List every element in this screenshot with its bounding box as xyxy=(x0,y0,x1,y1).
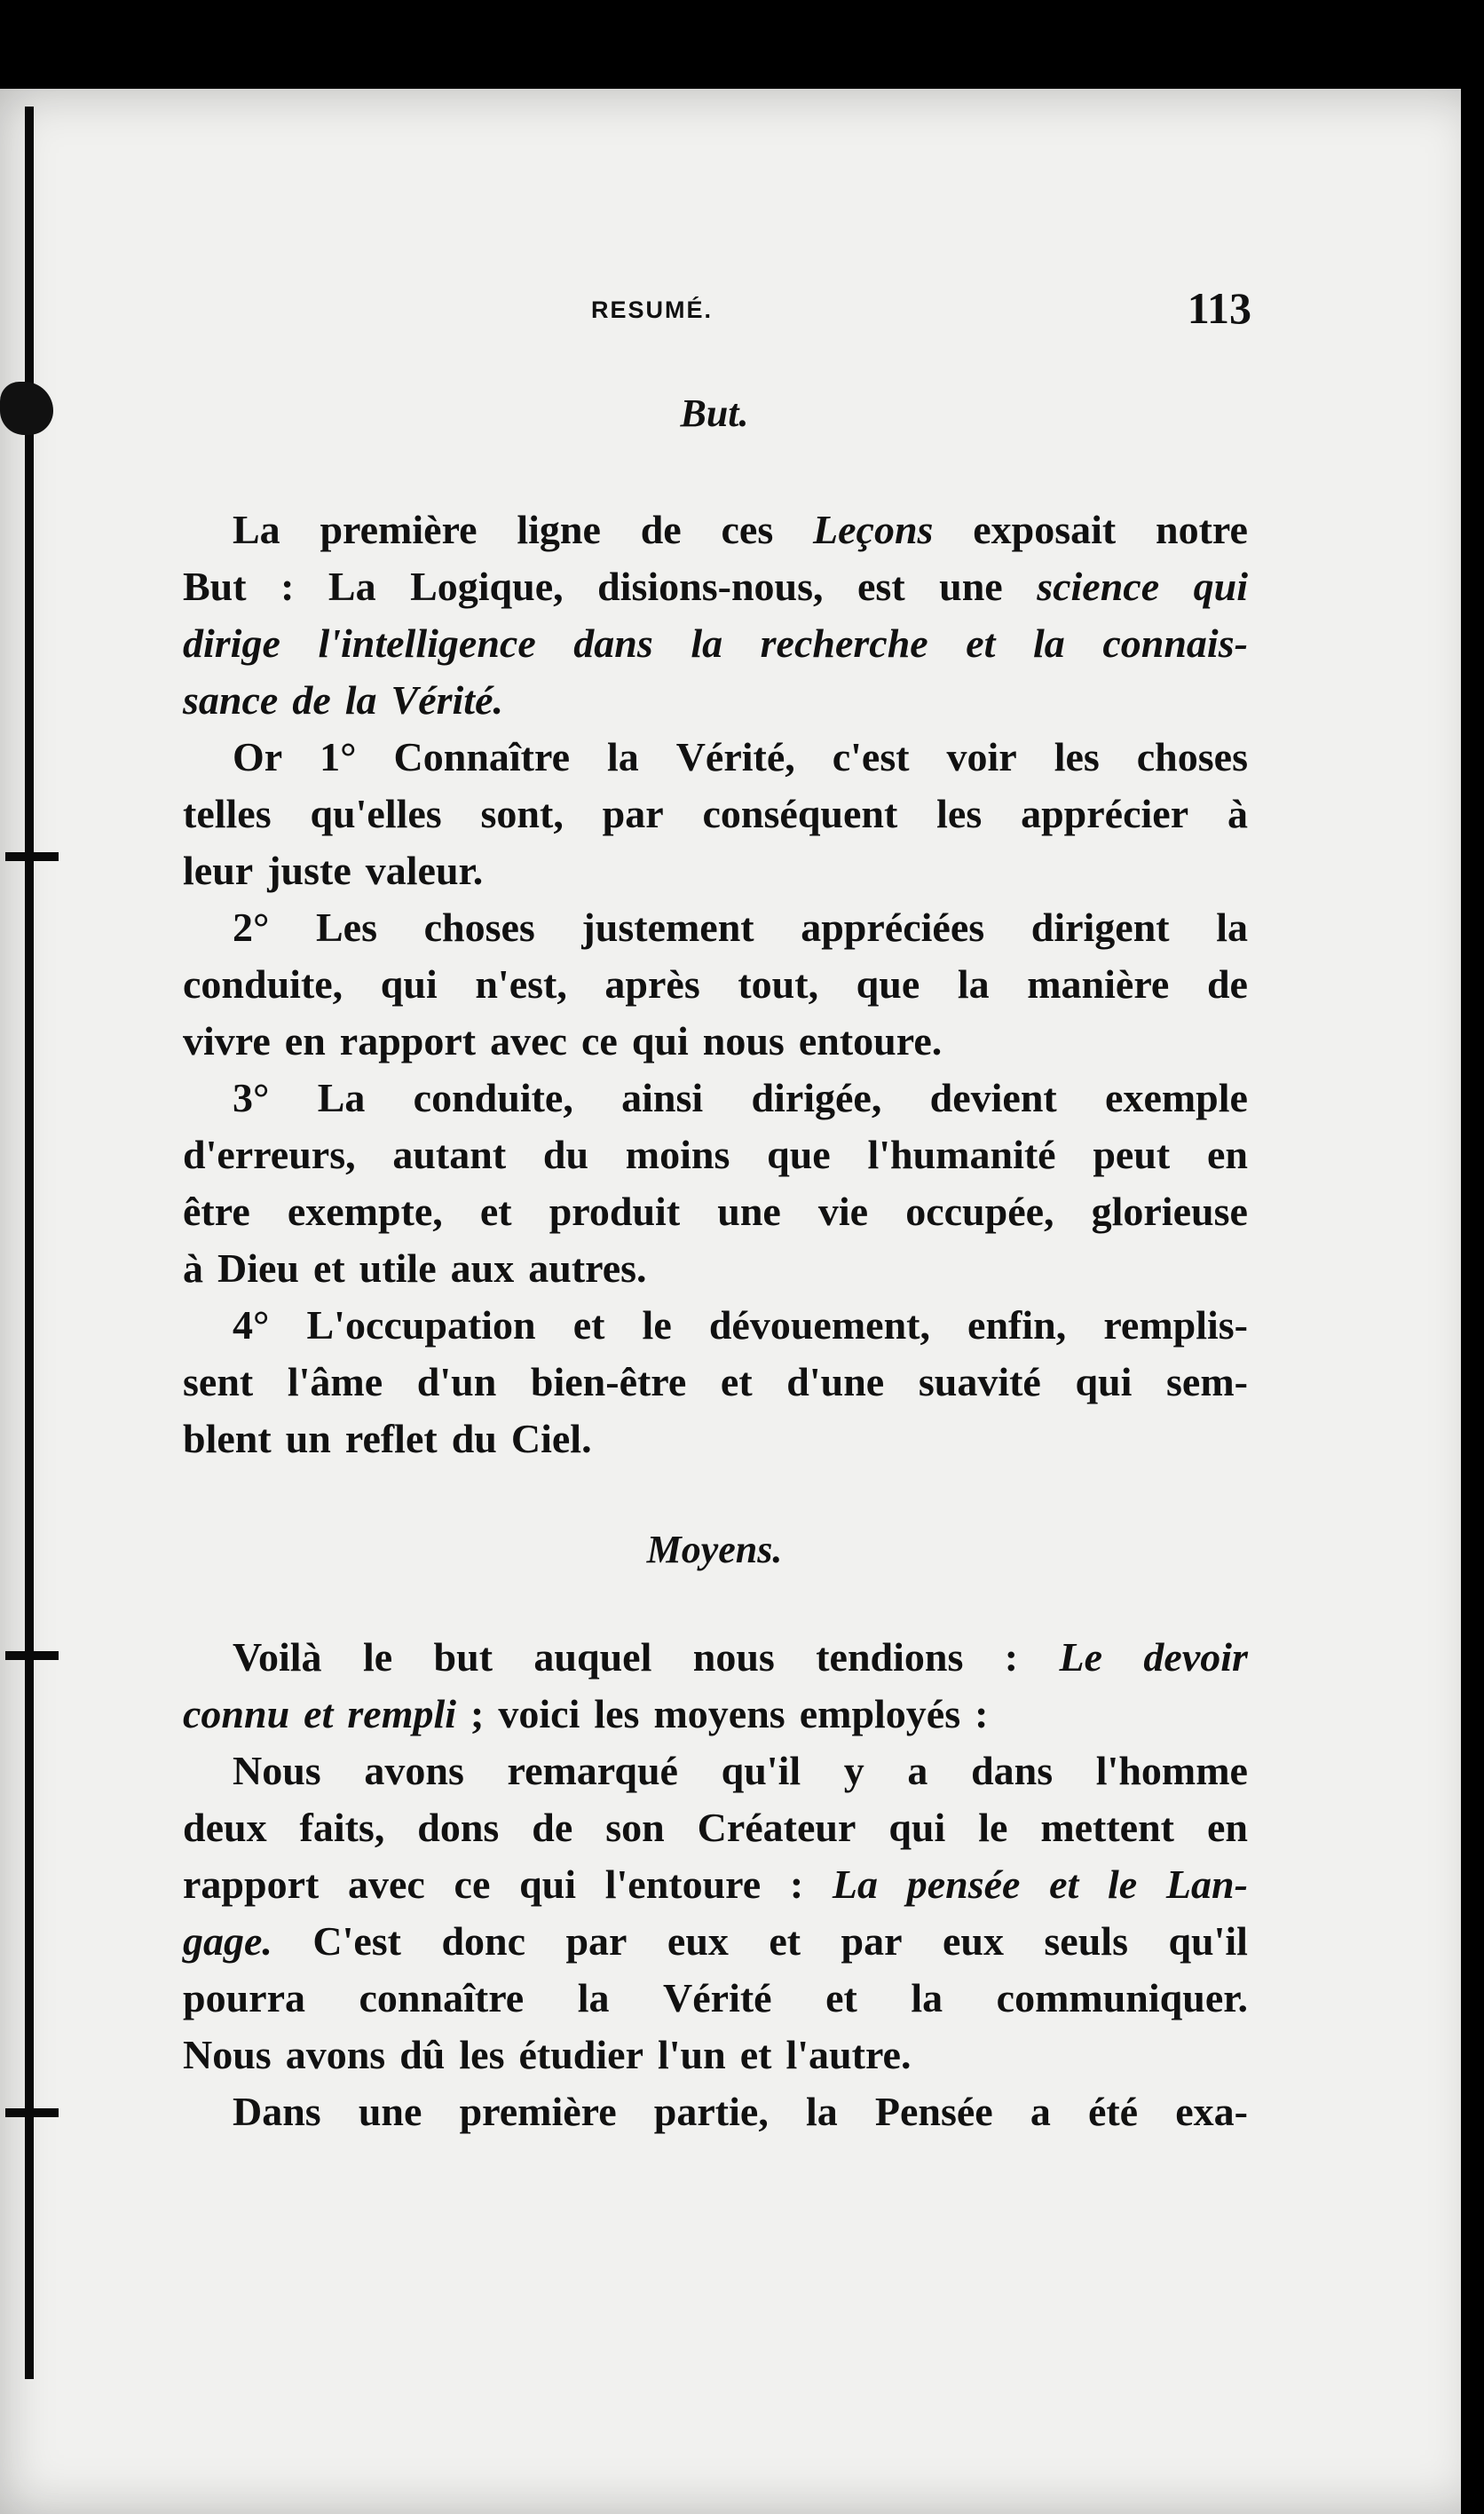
word: autant xyxy=(392,1132,507,1177)
word: connaître xyxy=(359,1975,525,2020)
word: du xyxy=(451,1416,497,1461)
word: voici xyxy=(498,1691,580,1736)
word: que xyxy=(767,1132,831,1177)
word: les xyxy=(1054,734,1100,779)
word: étudier xyxy=(518,2032,643,2077)
word: Créateur xyxy=(697,1805,856,1850)
word: aux xyxy=(450,1245,515,1291)
word: peut xyxy=(1093,1132,1171,1177)
word: deux xyxy=(183,1805,267,1850)
word: employés xyxy=(799,1691,961,1736)
word: et xyxy=(825,1975,857,2020)
word: Pensée xyxy=(874,2089,993,2134)
word: qu'il xyxy=(721,1748,801,1793)
text-line xyxy=(183,1629,1248,1686)
word: apprécier xyxy=(1021,791,1189,836)
word: exempte, xyxy=(287,1189,443,1234)
word: sance xyxy=(183,677,279,723)
word: dévouement, xyxy=(708,1302,930,1348)
word: rempli xyxy=(347,1691,457,1736)
word: leur xyxy=(183,848,254,893)
word: L'occupation xyxy=(306,1302,536,1348)
word: d'une xyxy=(786,1359,885,1404)
word: la xyxy=(805,2089,838,2134)
word: dons xyxy=(417,1805,500,1850)
word: Nous xyxy=(183,2032,272,2077)
word: vie xyxy=(817,1189,869,1234)
text-line xyxy=(183,1013,1248,1070)
section-heading-but: But. xyxy=(680,391,749,435)
word: 1° xyxy=(320,734,357,779)
word: : xyxy=(280,564,295,609)
text-line xyxy=(183,1411,1248,1467)
word: gage. xyxy=(183,1918,272,1964)
word: Dans xyxy=(233,2089,321,2134)
text-line xyxy=(183,1799,1248,1856)
section-body-moyens xyxy=(183,1629,1248,2140)
word: le xyxy=(642,1302,672,1348)
word: Vérité xyxy=(663,1975,772,2020)
word: telles xyxy=(183,791,272,836)
word: valeur. xyxy=(365,848,484,893)
word: Les xyxy=(316,905,377,950)
word: Logique, xyxy=(410,564,564,609)
word: et xyxy=(720,1359,753,1404)
word: utile xyxy=(359,1245,437,1291)
word: la xyxy=(1033,621,1065,666)
word: ligne xyxy=(517,507,601,552)
word: son xyxy=(605,1805,665,1850)
word: l'humanité xyxy=(867,1132,1056,1177)
word: juste xyxy=(267,848,351,893)
word: la xyxy=(1216,905,1248,950)
text-line xyxy=(183,672,1248,729)
word: Leçons xyxy=(813,507,934,552)
word: en xyxy=(1206,1132,1248,1177)
text-line xyxy=(183,1686,1248,1743)
word: dû xyxy=(399,2032,446,2077)
word: exemple xyxy=(1105,1075,1248,1120)
word: Le xyxy=(1059,1634,1103,1680)
text-line xyxy=(183,1354,1248,1411)
word: et xyxy=(479,1189,512,1234)
word: connu xyxy=(183,1691,290,1736)
word: Nous xyxy=(233,1748,321,1793)
word: tout, xyxy=(738,961,819,1007)
text-line xyxy=(183,899,1248,956)
word: les xyxy=(936,791,983,836)
word: connais- xyxy=(1102,621,1248,666)
word: que xyxy=(856,961,920,1007)
word: par xyxy=(841,1918,903,1964)
word: qui xyxy=(380,961,438,1007)
word: Lan- xyxy=(1165,1862,1248,1907)
word: rapport xyxy=(183,1862,320,1907)
word: produit xyxy=(549,1189,681,1234)
word: la xyxy=(957,961,990,1007)
word: Vérité, xyxy=(675,734,795,779)
word: la xyxy=(577,1975,610,2020)
word: qui xyxy=(1193,564,1248,609)
word: en xyxy=(1206,1805,1248,1850)
word: science xyxy=(1037,564,1160,609)
word: blent xyxy=(183,1416,272,1461)
word: choses xyxy=(1136,734,1248,779)
word: l'âme xyxy=(287,1359,383,1404)
word: : xyxy=(1004,1634,1019,1680)
text-line xyxy=(183,1070,1248,1127)
word: la xyxy=(344,677,377,723)
word: pourra xyxy=(183,1975,305,2020)
word: sont, xyxy=(480,791,564,836)
text-line xyxy=(183,502,1248,558)
word: ainsi xyxy=(621,1075,704,1120)
word: pensée xyxy=(906,1862,1021,1907)
word: par xyxy=(565,1918,628,1964)
word: les xyxy=(594,1691,640,1736)
word: glorieuse xyxy=(1091,1189,1248,1234)
word: ce xyxy=(580,1018,618,1063)
word: de xyxy=(640,507,682,552)
word: nous xyxy=(692,1634,775,1680)
section-heading-moyens: Moyens. xyxy=(646,1528,783,1571)
word: conséquent xyxy=(702,791,898,836)
word: enfin, xyxy=(967,1302,1067,1348)
word: exposait xyxy=(973,507,1117,552)
word: Vérité. xyxy=(391,677,504,723)
word: bien-être xyxy=(530,1359,687,1404)
word: l'entoure xyxy=(604,1862,762,1907)
scan-border-right xyxy=(1461,0,1484,2514)
text-line xyxy=(183,786,1248,842)
text-line xyxy=(183,1743,1248,1799)
word: eux xyxy=(942,1918,1004,1964)
word: But xyxy=(183,564,247,609)
page-header xyxy=(178,282,1251,336)
word: dirige xyxy=(183,621,280,666)
text-line xyxy=(183,1856,1248,1913)
word: d'erreurs, xyxy=(183,1132,356,1177)
word: de xyxy=(532,1805,573,1850)
word: : xyxy=(789,1862,804,1907)
text-line xyxy=(183,558,1248,615)
word: avec xyxy=(348,1862,425,1907)
word: La xyxy=(317,1075,366,1120)
word: qu'il xyxy=(1168,1918,1248,1964)
word: La xyxy=(328,564,376,609)
word: Voilà xyxy=(233,1634,322,1680)
word: le xyxy=(978,1805,1008,1850)
word: d'un xyxy=(416,1359,497,1404)
word: tendions xyxy=(816,1634,964,1680)
word: moyens xyxy=(653,1691,785,1736)
word: qui xyxy=(888,1805,946,1850)
word: Ciel. xyxy=(510,1416,592,1461)
word: a xyxy=(907,1748,928,1793)
word: ; xyxy=(470,1691,485,1736)
text-line xyxy=(183,1970,1248,2027)
word: une xyxy=(358,2089,422,2134)
word: conduite, xyxy=(413,1075,573,1120)
word: une xyxy=(717,1189,781,1234)
word: et xyxy=(966,621,996,666)
word: mettent xyxy=(1040,1805,1175,1850)
word: avec xyxy=(490,1018,567,1063)
word: à xyxy=(183,1245,203,1291)
word: remarqué xyxy=(507,1748,678,1793)
word: être xyxy=(183,1189,250,1234)
binding-edge-line xyxy=(25,107,34,2379)
word: et xyxy=(313,1245,345,1291)
word: 4° xyxy=(233,1302,270,1348)
word: vivre xyxy=(183,1018,271,1063)
text-line xyxy=(183,1913,1248,1970)
word: ces xyxy=(721,507,774,552)
word: de xyxy=(292,677,331,723)
word: après xyxy=(604,961,700,1007)
word: l'intelligence xyxy=(318,621,536,666)
word: et xyxy=(572,1302,605,1348)
word: faits, xyxy=(299,1805,385,1850)
word: reflet xyxy=(344,1416,438,1461)
word: communiquer. xyxy=(996,1975,1248,2020)
word: la xyxy=(911,1975,943,2020)
text-line xyxy=(183,1127,1248,1183)
word: dirigée, xyxy=(751,1075,882,1120)
word: première xyxy=(320,507,478,552)
word: occupée, xyxy=(905,1189,1054,1234)
binding-tick-mark xyxy=(5,1651,59,1660)
word: ce xyxy=(454,1862,491,1907)
word: en xyxy=(284,1018,326,1063)
word: sent xyxy=(183,1359,254,1404)
word: un xyxy=(285,1416,331,1461)
word: par xyxy=(602,791,664,836)
word: donc xyxy=(441,1918,526,1964)
word: exa- xyxy=(1175,2089,1248,2134)
word: une xyxy=(939,564,1003,609)
word: appréciées xyxy=(801,905,985,950)
word: Dieu xyxy=(217,1245,299,1291)
word: et xyxy=(769,1918,801,1964)
word: les xyxy=(459,2032,505,2077)
word: but xyxy=(433,1634,493,1680)
word: voir xyxy=(946,734,1017,779)
word: devoir xyxy=(1143,1634,1248,1680)
word: et xyxy=(1049,1862,1079,1907)
word: qu'elles xyxy=(310,791,442,836)
word: La xyxy=(233,507,280,552)
text-line xyxy=(183,615,1248,672)
word: n'est, xyxy=(475,961,567,1007)
word: autres. xyxy=(528,1245,647,1291)
word: avons xyxy=(364,1748,464,1793)
word: le xyxy=(362,1634,393,1680)
word: choses xyxy=(423,905,535,950)
word: l'autre. xyxy=(785,2032,912,2077)
word: C'est xyxy=(312,1918,401,1964)
word: dans xyxy=(971,1748,1054,1793)
word: rapport xyxy=(339,1018,477,1063)
word: moins xyxy=(625,1132,730,1177)
word: qui xyxy=(1075,1359,1133,1404)
word: remplis- xyxy=(1103,1302,1248,1348)
word: seuls xyxy=(1044,1918,1128,1964)
word: justement xyxy=(581,905,754,950)
word: y xyxy=(843,1748,864,1793)
word: eux xyxy=(667,1918,729,1964)
word: et xyxy=(739,2032,772,2077)
word: l'homme xyxy=(1095,1748,1248,1793)
word: qui xyxy=(519,1862,577,1907)
text-line xyxy=(183,2083,1248,2140)
word: 2° xyxy=(233,905,270,950)
word: du xyxy=(542,1132,589,1177)
word: dans xyxy=(573,621,653,666)
word: notre xyxy=(1156,507,1248,552)
word: de xyxy=(1206,961,1248,1007)
page-number: 113 xyxy=(1187,283,1251,333)
word: la xyxy=(606,734,639,779)
word: est xyxy=(857,564,905,609)
text-line xyxy=(183,2027,1248,2083)
text-line xyxy=(183,842,1248,899)
word: et xyxy=(304,1691,334,1736)
word: devient xyxy=(929,1075,1057,1120)
running-head: RESUMÉ. xyxy=(591,296,714,323)
word: à xyxy=(1227,791,1248,836)
word: c'est xyxy=(832,734,910,779)
binding-tick-mark xyxy=(5,852,59,861)
word: auquel xyxy=(533,1634,652,1680)
binding-tick-mark xyxy=(5,2108,59,2117)
word: disions-nous, xyxy=(597,564,824,609)
word: conduite, xyxy=(183,961,343,1007)
word: dirigent xyxy=(1030,905,1170,950)
text-line xyxy=(183,1297,1248,1354)
word: suavité xyxy=(918,1359,1041,1404)
word: l'un xyxy=(658,2032,726,2077)
word: première xyxy=(459,2089,617,2134)
word: qui xyxy=(631,1018,689,1063)
word: la xyxy=(691,621,723,666)
word: nous xyxy=(702,1018,785,1063)
word: manière xyxy=(1027,961,1170,1007)
word: recherche xyxy=(760,621,928,666)
text-line xyxy=(183,1183,1248,1240)
word: Connaître xyxy=(393,734,571,779)
word: Or xyxy=(233,734,283,779)
word: a xyxy=(1030,2089,1051,2134)
word: La xyxy=(832,1862,878,1907)
section-body-but xyxy=(183,502,1248,1467)
word: : xyxy=(975,1691,989,1736)
word: sem- xyxy=(1166,1359,1248,1404)
word: partie, xyxy=(653,2089,769,2134)
text-line xyxy=(183,956,1248,1013)
text-line xyxy=(183,1240,1248,1297)
word: été xyxy=(1087,2089,1139,2134)
word: le xyxy=(1108,1862,1138,1907)
word: entoure. xyxy=(798,1018,943,1063)
text-line xyxy=(183,729,1248,786)
word: avons xyxy=(285,2032,386,2077)
word: 3° xyxy=(233,1075,270,1120)
